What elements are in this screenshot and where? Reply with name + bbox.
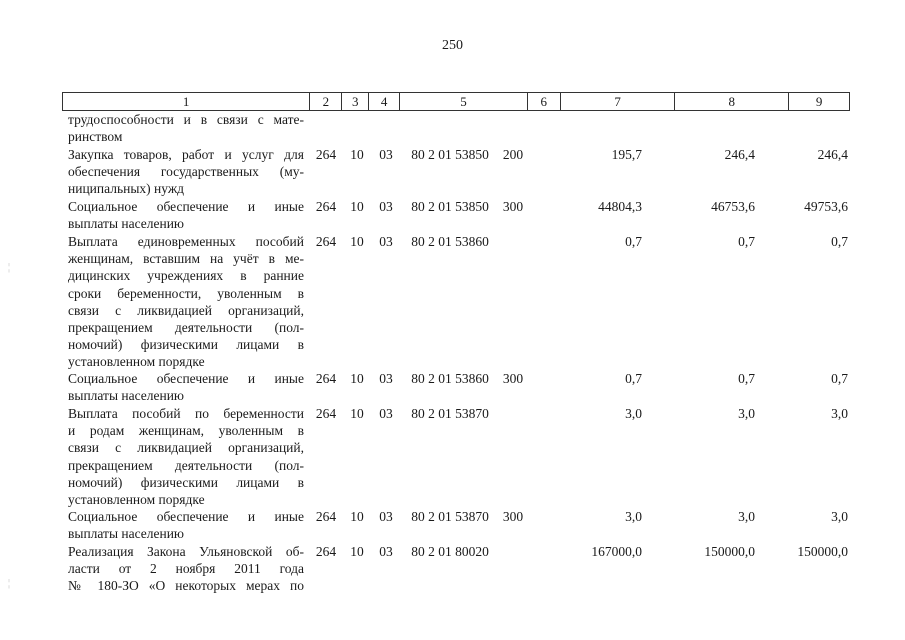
row-description: [68, 405, 304, 508]
description-line: прекращением деятельности (пол-: [68, 457, 304, 473]
description-line: трудоспособности и в связи с мате-: [68, 112, 304, 127]
row-description: [68, 146, 304, 198]
header-col-8: 8: [675, 93, 789, 110]
description-line: Закупка товаров, работ и услуг для: [68, 147, 304, 162]
description-line: связи с ликвидацией организаций,: [68, 440, 304, 456]
header-col-6: 6: [528, 93, 561, 110]
cell-c9: 150000,0: [797, 544, 848, 559]
cell-c7: 44804,3: [598, 199, 642, 214]
cell-c7: 0,7: [625, 234, 642, 249]
scan-mark: ¦: [8, 262, 11, 273]
cell-c6: 200: [502, 147, 524, 162]
description-line: прекращением деятельности (пол-: [68, 320, 304, 336]
cell-c4: 03: [379, 199, 393, 214]
cell-c6: 300: [502, 199, 524, 214]
cell-c2: 264: [315, 147, 337, 162]
scan-mark: ¦: [8, 578, 11, 589]
cell-c4: 03: [379, 371, 393, 386]
cell-c9: 0,7: [831, 371, 848, 386]
description-line: номочий) физическими лицами в: [68, 474, 304, 490]
description-line: связи с ликвидацией организаций,: [68, 302, 304, 318]
description-line: Реализация Закона Ульяновской об-: [68, 544, 304, 559]
cell-c7: 195,7: [611, 147, 642, 162]
description-line: обеспечения государственных (му-: [68, 164, 304, 180]
cell-c4: 03: [379, 234, 393, 249]
header-col-7: 7: [561, 93, 676, 110]
cell-c5: 80 2 01 53860: [411, 234, 489, 249]
cell-c9: 246,4: [817, 147, 848, 162]
row-description: [68, 111, 304, 145]
cell-c7: 3,0: [625, 406, 642, 421]
cell-c8: 150000,0: [704, 544, 755, 559]
description-line: выплаты населению: [68, 216, 185, 232]
cell-c7: 167000,0: [591, 544, 642, 559]
description-line: ласти от 2 ноября 2011 года: [68, 561, 304, 577]
cell-c3: 10: [350, 509, 364, 524]
cell-c5: 80 2 01 53860: [411, 371, 489, 386]
cell-c5: 80 2 01 80020: [411, 544, 489, 559]
cell-c7: 0,7: [625, 371, 642, 386]
row-description: [68, 370, 304, 404]
cell-c8: 0,7: [738, 234, 755, 249]
cell-c5: 80 2 01 53850: [411, 199, 489, 214]
cell-c5: 80 2 01 53870: [411, 509, 489, 524]
cell-c4: 03: [379, 509, 393, 524]
cell-c6: 300: [502, 509, 524, 524]
description-line: и родам женщинам, уволенным в: [68, 423, 304, 439]
header-col-2: 2: [310, 93, 342, 110]
description-line: Социальное обеспечение и иные: [68, 509, 304, 524]
cell-c9: 3,0: [831, 509, 848, 524]
description-line: Социальное обеспечение и иные: [68, 199, 304, 214]
cell-c6: 300: [502, 371, 524, 386]
description-line: установленном порядке: [68, 492, 205, 508]
row-description: [68, 543, 304, 595]
description-line: установленном порядке: [68, 354, 205, 370]
row-description: [68, 508, 304, 542]
cell-c8: 246,4: [724, 147, 755, 162]
cell-c2: 264: [315, 509, 337, 524]
cell-c8: 3,0: [738, 509, 755, 524]
cell-c4: 03: [379, 147, 393, 162]
header-col-3: 3: [342, 93, 369, 110]
description-line: женщинам, вставшим на учёт в ме-: [68, 251, 304, 267]
cell-c2: 264: [315, 199, 337, 214]
description-line: Выплата единовременных пособий: [68, 234, 304, 249]
row-description: [68, 198, 304, 232]
description-line: Выплата пособий по беременности: [68, 406, 304, 421]
page-number: 250: [442, 38, 463, 53]
table-header: [62, 92, 850, 111]
description-line: ринством: [68, 129, 123, 145]
description-line: выплаты населению: [68, 388, 185, 404]
cell-c3: 10: [350, 371, 364, 386]
cell-c8: 3,0: [738, 406, 755, 421]
description-line: № 180-ЗО «О некоторых мерах по: [68, 578, 304, 594]
cell-c2: 264: [315, 544, 337, 559]
description-line: ниципальных) нужд: [68, 181, 185, 197]
cell-c5: 80 2 01 53870: [411, 406, 489, 421]
cell-c3: 10: [350, 406, 364, 421]
cell-c7: 3,0: [625, 509, 642, 524]
description-line: номочий) физическими лицами в: [68, 337, 304, 353]
description-line: выплаты населению: [68, 526, 185, 542]
description-line: Социальное обеспечение и иные: [68, 371, 304, 386]
cell-c2: 264: [315, 234, 337, 249]
header-col-5: 5: [400, 93, 528, 110]
header-col-9: 9: [815, 94, 823, 109]
cell-c4: 03: [379, 544, 393, 559]
cell-c3: 10: [350, 544, 364, 559]
cell-c9: 0,7: [831, 234, 848, 249]
description-line: дицинских учреждениях в ранние: [68, 268, 304, 284]
cell-c3: 10: [350, 147, 364, 162]
cell-c2: 264: [315, 406, 337, 421]
cell-c8: 46753,6: [711, 199, 755, 214]
cell-c9: 3,0: [831, 406, 848, 421]
description-line: сроки беременности, уволенным в: [68, 285, 304, 301]
cell-c9: 49753,6: [804, 199, 848, 214]
cell-c3: 10: [350, 234, 364, 249]
row-description: [68, 233, 304, 371]
cell-c4: 03: [379, 406, 393, 421]
cell-c3: 10: [350, 199, 364, 214]
cell-c5: 80 2 01 53850: [411, 147, 489, 162]
cell-c2: 264: [315, 371, 337, 386]
header-col-1: 1: [63, 93, 310, 110]
header-col-4: 4: [369, 93, 400, 110]
cell-c8: 0,7: [738, 371, 755, 386]
